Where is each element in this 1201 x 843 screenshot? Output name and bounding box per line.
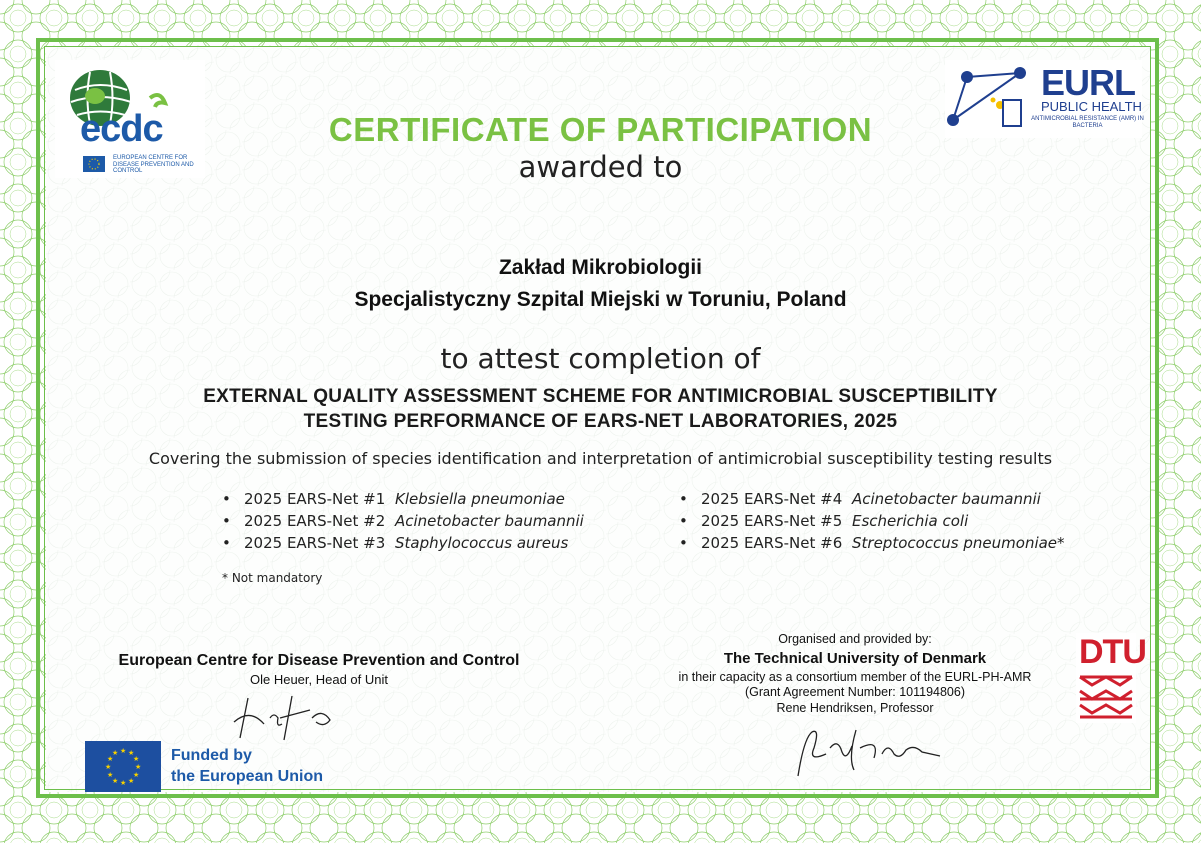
scheme-list-left	[222, 488, 584, 554]
svg-text:★: ★	[107, 755, 114, 763]
eurl-logo-caption: ANTIMICROBIAL RESISTANCE (AMR) IN BACTERIA	[1031, 116, 1144, 129]
dtu-org-name: The Technical University of Denmark	[723, 650, 987, 667]
scheme-line-1: EXTERNAL QUALITY ASSESSMENT SCHEME FOR ANTIMICROBIAL SUSCEPTIBILITY	[203, 386, 998, 407]
list-item-species: Klebsiella pneumoniae	[395, 490, 565, 508]
ecdc-logo-caption: EUROPEAN CENTRE FOR DISEASE PREVENTION AND CONTROL	[113, 155, 194, 174]
svg-text:★: ★	[128, 777, 135, 785]
svg-text:★: ★	[112, 777, 119, 785]
dtu-wave-icon	[1076, 673, 1136, 721]
list-item: • 2025 EARS-Net #1 Klebsiella pneumoniae	[222, 490, 565, 508]
eurl-logo-title: EURL	[1041, 62, 1135, 103]
list-item-species: Streptococcus pneumoniae*	[852, 534, 1065, 552]
list-item: • 2025 EARS-Net #3 Staphylococcus aureus	[222, 534, 569, 552]
svg-text:★: ★	[133, 755, 140, 763]
ecdc-signatory: Ole Heuer, Head of Unit	[249, 672, 389, 687]
list-item-code: 2025 EARS-Net #6	[701, 534, 843, 552]
svg-text:★: ★	[105, 763, 112, 771]
svg-text:★: ★	[112, 749, 119, 757]
dtu-capacity-text: in their capacity as a consortium member of the EURL-PH-AMR	[678, 670, 1032, 684]
list-item-species: Acinetobacter baumannii	[852, 490, 1041, 508]
dtu-signatory: Rene Hendriksen, Professor	[776, 701, 934, 715]
recipient-line-2: Specjalistyczny Szpital Miejski w Toruniu, Poland	[354, 288, 847, 311]
ecdc-logo-text: ecdc	[80, 108, 163, 150]
svg-text:★: ★	[135, 763, 142, 771]
attest-text: to attest completion of	[440, 342, 761, 375]
awarded-to-text: awarded to	[518, 150, 683, 184]
scheme-list-right	[679, 488, 1065, 554]
dtu-grant-text: (Grant Agreement Number: 101194806)	[744, 685, 966, 699]
list-item-code: 2025 EARS-Net #1	[244, 490, 386, 508]
list-item-code: 2025 EARS-Net #3	[244, 534, 386, 552]
eurl-logo-subtitle: PUBLIC HEALTH	[1041, 99, 1142, 114]
scheme-line-2: TESTING PERFORMANCE OF EARS-NET LABORATORIES, 2025	[303, 411, 898, 432]
eu-funding-line-2: the European Union	[171, 768, 323, 785]
list-item-species: Staphylococcus aureus	[395, 534, 569, 552]
svg-text:★: ★	[120, 779, 127, 787]
svg-text:★: ★	[107, 771, 114, 779]
list-item-species: Escherichia coli	[852, 512, 969, 530]
recipient-line-1: Zakład Mikrobiologii	[498, 256, 703, 279]
covering-text: Covering the submission of species identification and interpretation of antimicrobial susceptibility testing results	[148, 449, 1053, 468]
dtu-logo	[1076, 633, 1146, 723]
certificate-title: CERTIFICATE OF PARTICIPATION	[328, 111, 873, 148]
svg-text:★: ★	[133, 771, 140, 779]
list-item-code: 2025 EARS-Net #4	[701, 490, 843, 508]
list-item: • 2025 EARS-Net #2 Acinetobacter baumannii	[222, 512, 584, 530]
list-item: • 2025 EARS-Net #4 Acinetobacter baumannii	[679, 490, 1041, 508]
list-item-species: Acinetobacter baumannii	[395, 512, 584, 530]
list-item: • 2025 EARS-Net #6 Streptococcus pneumoniae*	[679, 534, 1065, 552]
svg-text:★: ★	[120, 747, 127, 755]
eu-funding-line-1: Funded by	[171, 747, 252, 764]
dtu-signature	[790, 718, 950, 780]
organised-by-text: Organised and provided by:	[778, 632, 932, 646]
list-item: • 2025 EARS-Net #5 Escherichia coli	[679, 512, 969, 530]
eu-flag-icon	[85, 741, 161, 792]
dtu-logo-text: DTU	[1079, 633, 1146, 671]
not-mandatory-note: * Not mandatory	[222, 571, 323, 585]
list-item-code: 2025 EARS-Net #5	[701, 512, 843, 530]
ecdc-org-name: European Centre for Disease Prevention and Control	[118, 652, 520, 669]
svg-text:★: ★	[128, 749, 135, 757]
list-item-code: 2025 EARS-Net #2	[244, 512, 386, 530]
ecdc-signature	[220, 688, 360, 748]
